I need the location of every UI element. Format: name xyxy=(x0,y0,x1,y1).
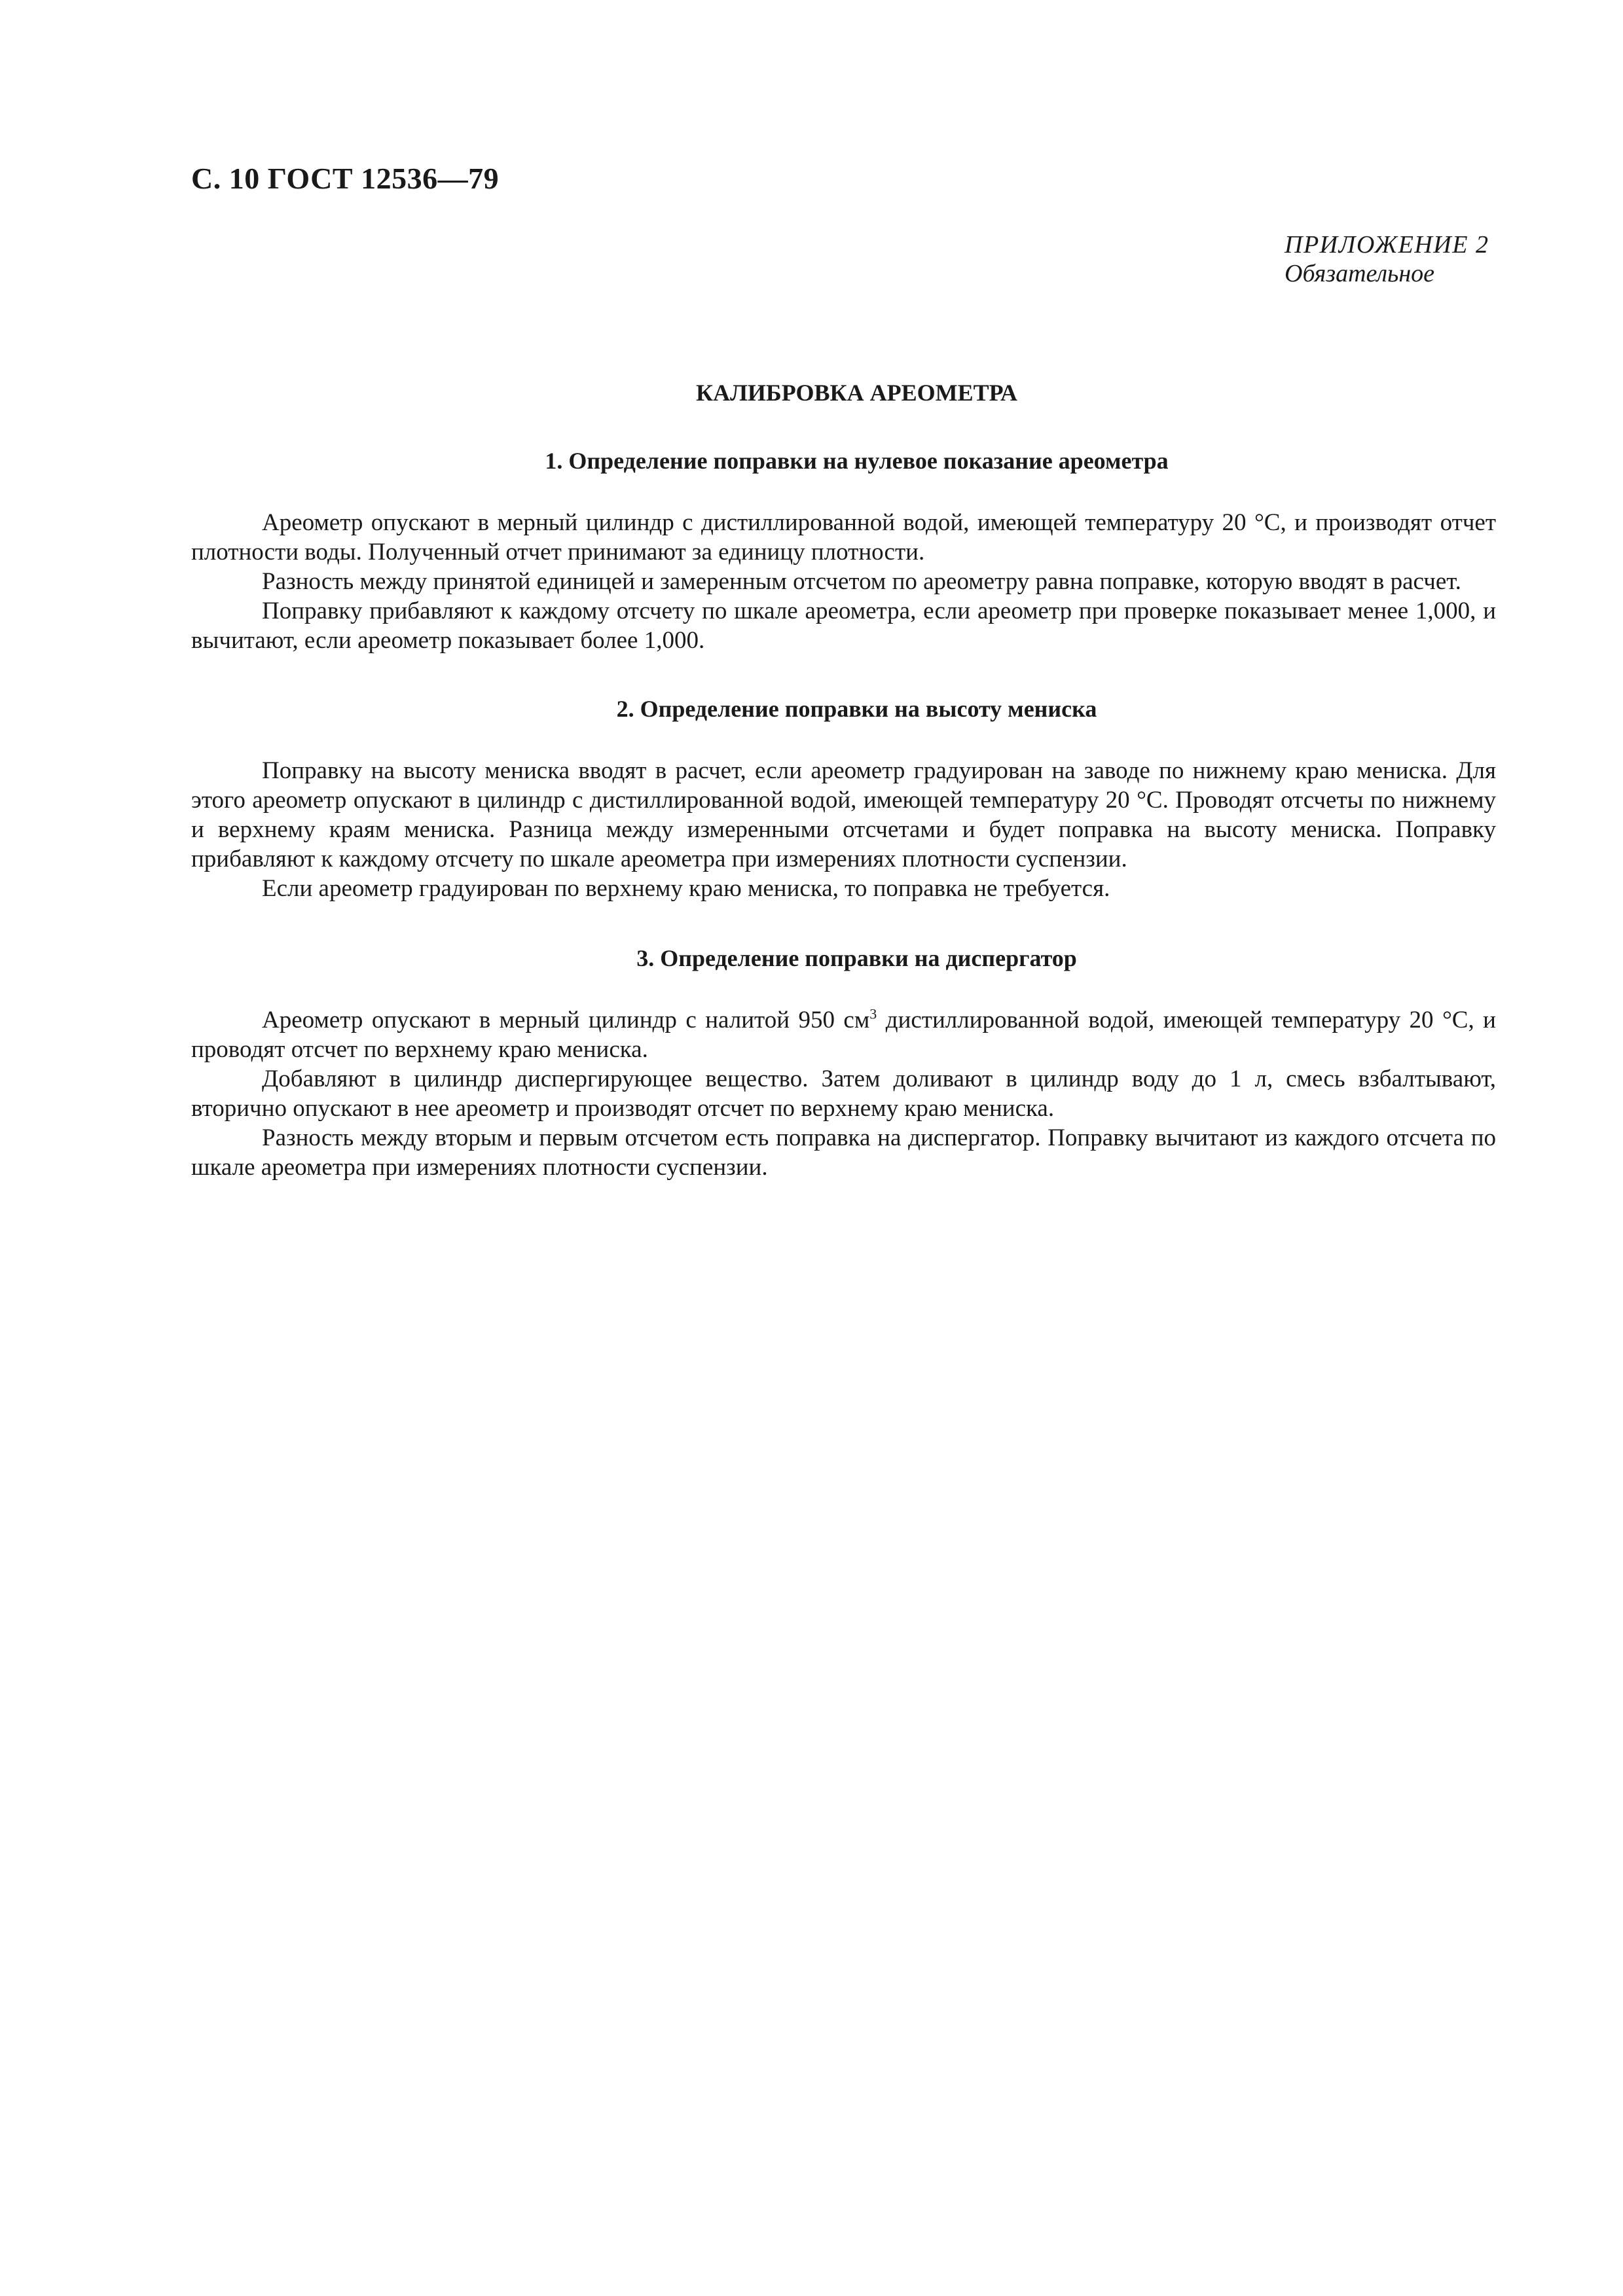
page-header: С. 10 ГОСТ 12536—79 xyxy=(191,162,500,195)
paragraph-text: Ареометр опускают в мерный цилиндр с налитой 950 см xyxy=(262,1007,870,1033)
section-dispersant-correction xyxy=(191,942,1496,1182)
appendix-block xyxy=(1285,230,1559,288)
appendix-title: ПРИЛОЖЕНИЕ 2 xyxy=(1285,231,1489,259)
section-heading: 1. Определение поправки на нулевое показание ареометра xyxy=(545,448,1169,474)
section-heading: 2. Определение поправки на высоту мениска xyxy=(616,696,1097,722)
section-heading: 3. Определение поправки на диспергатор xyxy=(636,945,1077,971)
section-body xyxy=(191,1005,1496,1182)
section-zero-correction xyxy=(191,445,1496,655)
section-body xyxy=(191,756,1496,903)
paragraph: Разность между вторым и первым отсчетом есть поправка на диспергатор. Поправку вычитают из каждого отсчета по шкале ареометра при измерениях плотности суспензии. xyxy=(191,1124,1496,1181)
paragraph: Поправку на высоту мениска вводят в расчет, если ареометр градуирован на заводе по нижнему краю мениска. Для этого ареометр опускают в цилиндр с дистиллированной водой, имеющей температуру 20 °С. Проводят отсчеты по нижнему и верхнему краям мениска. Разница между измеренными отсчетами и будет поправка на высоту мениска. Поправку прибавляют к каждому отсчету по шкале ареометра при измерениях плотности суспензии. xyxy=(191,757,1496,872)
paragraph: Если ареометр градуирован по верхнему краю мениска, то поправка не требуется. xyxy=(262,875,1110,902)
unit-superscript: 3 xyxy=(869,1005,877,1022)
section-meniscus-correction xyxy=(191,693,1496,903)
paragraph: Поправку прибавляют к каждому отсчету по шкале ареометра, если ареометр при проверке показывает менее 1,000, и вычитают, если ареометр показывает более 1,000. xyxy=(191,598,1496,654)
paragraph: Добавляют в цилиндр диспергирующее вещество. Затем доливают в цилиндр воду до 1 л, смесь взбалтывают, вторично опускают в нее ареометр и производят отсчет по верхнему краю мениска. xyxy=(191,1066,1496,1122)
document-content xyxy=(191,373,1496,1182)
section-body xyxy=(191,508,1496,655)
paragraph-text: дистиллированной водой, имеющей температуру 20 °С, и проводят отсчет по верхнему краю мениска. xyxy=(191,1007,1496,1063)
appendix-status: Обязательное xyxy=(1285,260,1435,287)
paragraph xyxy=(191,1005,1496,1064)
document-title: КАЛИБРОВКА АРЕОМЕТРА xyxy=(695,380,1017,406)
paragraph: Ареометр опускают в мерный цилиндр с дистиллированной водой, имеющей температуру 20 °С, и производят отчет плотности воды. Полученный отчет принимают за единицу плотности. xyxy=(191,509,1496,565)
paragraph: Разность между принятой единицей и замеренным отсчетом по ареометру равна поправке, которую вводят в расчет. xyxy=(262,568,1461,595)
